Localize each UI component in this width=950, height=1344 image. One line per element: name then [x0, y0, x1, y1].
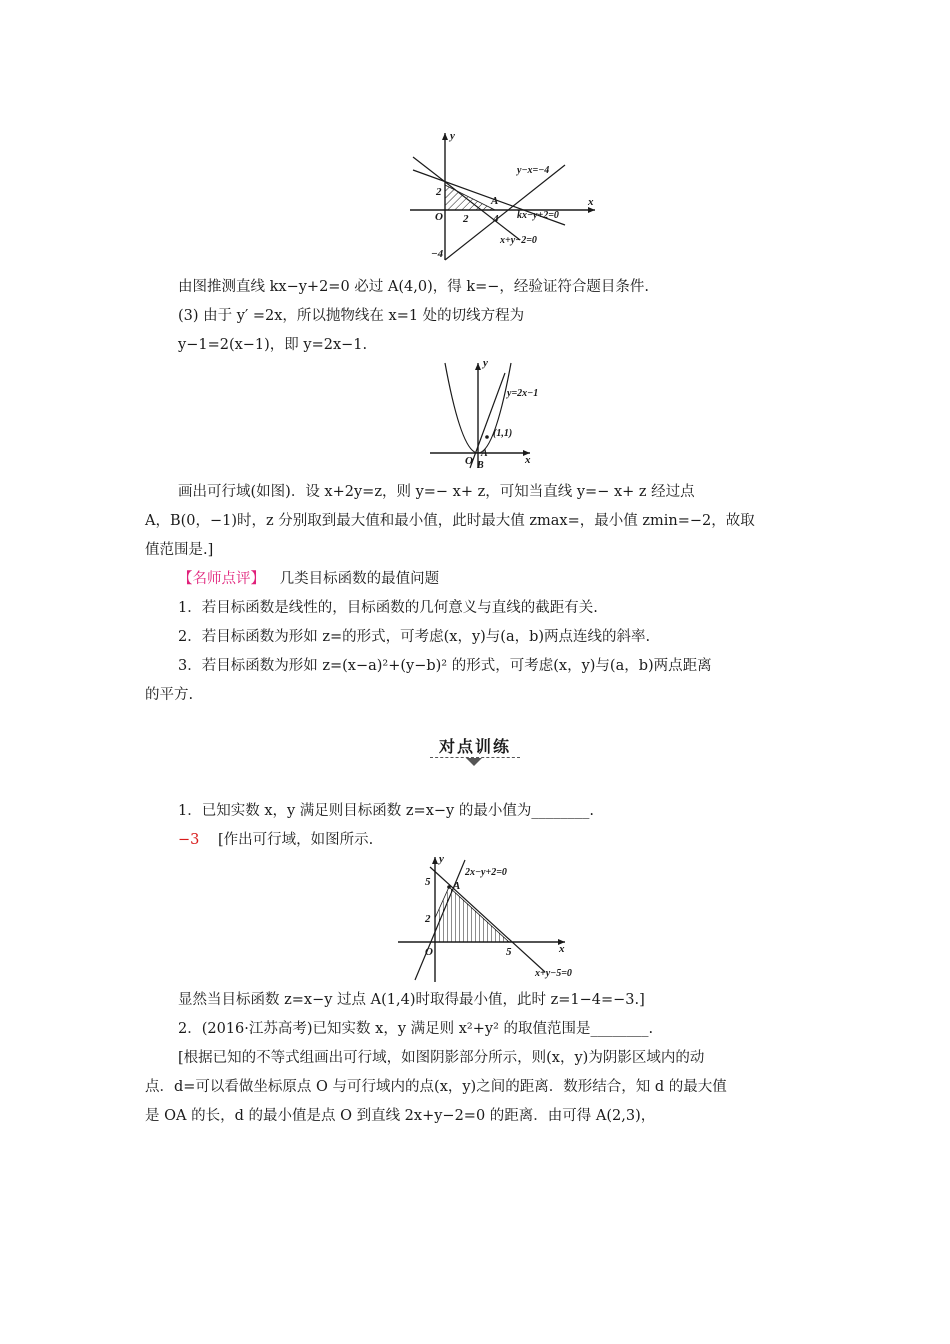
teacher-comment-tag: 【名师点评】	[178, 571, 265, 587]
line3-label: x+y−2=0	[500, 235, 537, 246]
point-b-label: B	[477, 460, 484, 471]
point-a-label: A	[491, 195, 499, 207]
point-a	[447, 885, 451, 889]
answer-1-text: [作出可行域，如图所示.	[217, 832, 374, 848]
point-a-label: A	[453, 880, 461, 892]
tick-5-x: 5	[506, 946, 512, 958]
x-label: x	[559, 943, 565, 955]
figure-linear-region-svg	[405, 125, 605, 265]
answer-1-value: −3	[178, 832, 200, 848]
origin-label: O	[465, 455, 473, 467]
y-label: y	[450, 130, 455, 142]
paragraph-2: (3) 由于 y′ =2x，所以抛物线在 x=1 处的切线方程为	[178, 308, 525, 324]
tick-2-y: 2	[425, 913, 431, 925]
y-arrow	[442, 133, 448, 140]
comment-3: 3．若目标函数为形如 z=(x−a)²+(y−b)² 的形式，可考虑(x，y)与(a，b)两点距离	[178, 658, 712, 674]
paragraph-4: 画出可行域(如图)．设 x+2y=z，则 y=− x+ z，可知当直线 y=− x+ z 经过点	[178, 484, 695, 500]
paragraph-6: 值范围是.]	[145, 542, 214, 558]
line1-label: y−x=−4	[517, 165, 550, 176]
teacher-comment-title: 几类目标函数的最值问题	[279, 571, 440, 587]
origin-label: O	[425, 946, 433, 958]
teacher-comment-heading	[178, 569, 439, 589]
paragraph-5: A，B(0，−1)时，z 分别取到最大值和最小值，此时最大值 zmax=，最小值 zmin=−2，故取	[145, 513, 755, 529]
paragraph-3: y−1=2(x−1)，即 y=2x−1.	[178, 337, 368, 353]
line-label: y=2x−1	[507, 388, 539, 399]
y-label: y	[483, 358, 488, 369]
y-label: y	[439, 853, 444, 865]
y-arrow	[475, 363, 481, 370]
comment-2: 2．若目标函数为形如 z=的形式，可考虑(x，y)与(a，b)两点连线的斜率.	[178, 629, 651, 645]
tick-5-y: 5	[425, 876, 431, 888]
answer-2-line-2: 点．d=可以看做坐标原点 O 与可行域内的点(x，y)之间的距离．数形结合，知 d 的最大值	[145, 1079, 727, 1095]
figure-feasible-region-svg	[395, 852, 600, 987]
line1-label: 2x−y+2=0	[465, 867, 507, 878]
y-arrow	[432, 857, 438, 864]
answer-2-line-3: 是 OA 的长，d 的最小值是点 O 到直线 2x+y−2=0 的距离．由可得 A(2,3)，	[145, 1108, 656, 1124]
line2-label: kx−y+2=0	[517, 210, 559, 221]
origin-label: O	[435, 211, 443, 223]
figure-parabola	[425, 358, 565, 473]
answer-1-intro	[178, 830, 373, 850]
comment-1: 1．若目标函数是线性的，目标函数的几何意义与直线的截距有关.	[178, 600, 598, 616]
section-title: 对点训练	[438, 737, 511, 756]
figure-parabola-svg	[425, 358, 565, 473]
tick-2-y: 2	[436, 186, 442, 198]
line-x-plus-y	[413, 157, 520, 240]
line2-label: x+y−5=0	[535, 968, 572, 979]
figure-feasible-region	[395, 852, 600, 987]
point-a-label: A	[481, 448, 488, 459]
answer-1-conclusion: 显然当目标函数 z=x−y 过点 A(1,4)时取得最小值，此时 z=1−4=−3.]	[178, 992, 645, 1008]
comment-3-continued: 的平方.	[145, 687, 194, 703]
question-2: 2．(2016·江苏高考)已知实数 x，y 满足则 x²+y² 的取值范围是________.	[178, 1021, 654, 1037]
x-label: x	[525, 454, 531, 466]
shaded-region	[435, 887, 509, 942]
tick-neg4-y: −4	[431, 248, 444, 260]
section-triangle-icon	[466, 758, 482, 766]
answer-2-line-1: [根据已知的不等式组画出可行域，如图阴影部分所示，则(x，y)为阴影区域内的动	[178, 1050, 705, 1066]
tick-2-x: 2	[463, 213, 469, 225]
question-1: 1．已知实数 x，y 满足则目标函数 z=x−y 的最小值为________.	[178, 803, 594, 819]
tick-4-x: 4	[493, 213, 499, 225]
tangent-point	[485, 435, 489, 439]
point-label: (1,1)	[493, 428, 513, 439]
figure-linear-region	[405, 125, 605, 265]
paragraph-1: 由图推测直线 kx−y+2=0 必过 A(4,0)，得 k=−，经验证符合题目条件.	[178, 279, 650, 295]
x-label: x	[588, 196, 594, 208]
